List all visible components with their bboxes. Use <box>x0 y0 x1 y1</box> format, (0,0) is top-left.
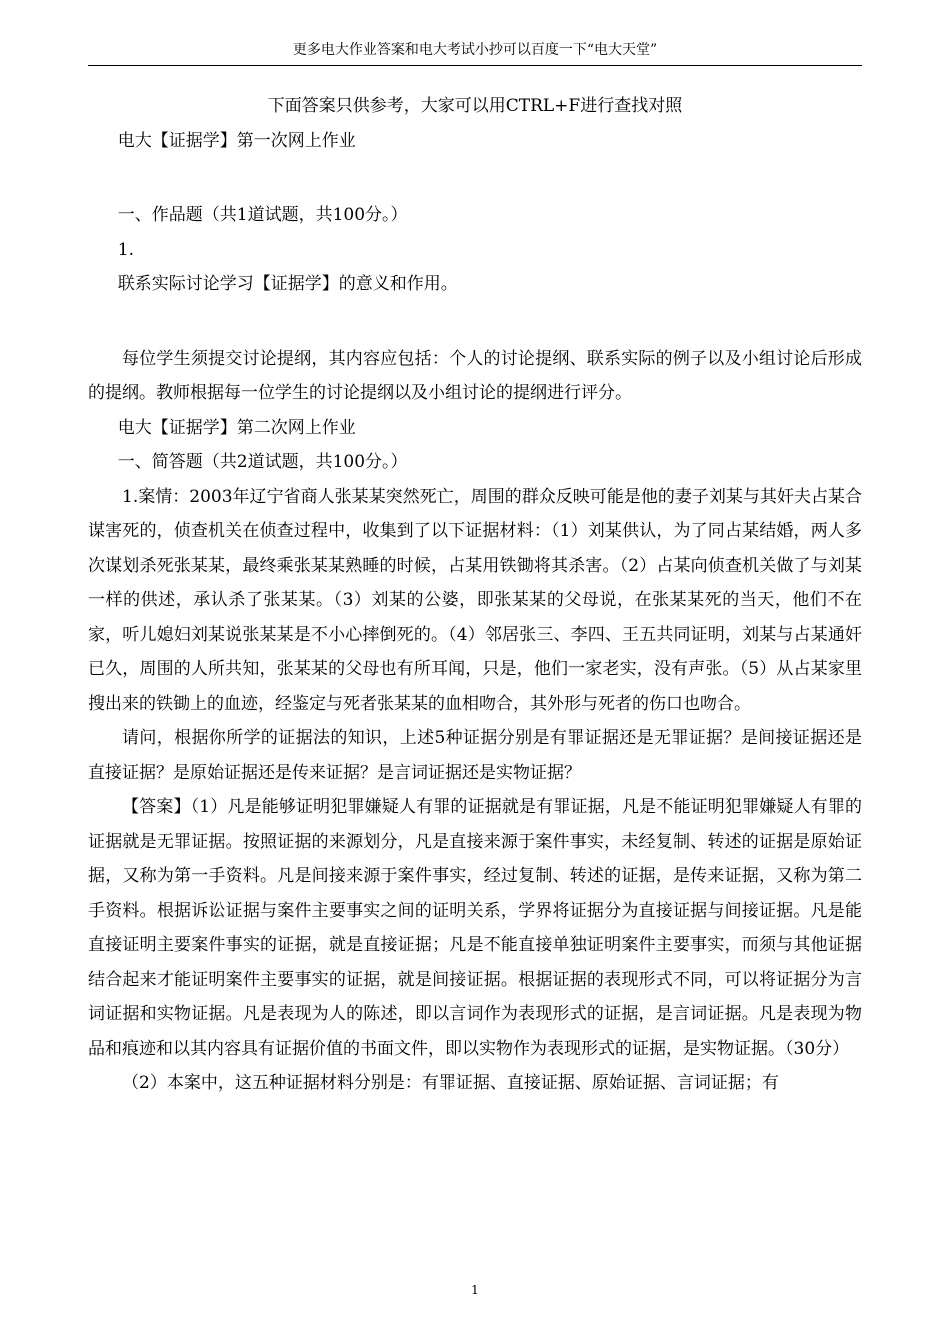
question-text-1: 联系实际讨论学习【证据学】的意义和作用。 <box>117 274 458 294</box>
assignment-title-1: 电大【证据学】第一次网上作业 <box>117 130 356 151</box>
case-question: 请问，根据你所学的证据法的知识，上述5种证据分别是有罪证据还是无罪证据？是间接证据还是直接证据？是原始证据还是传来证据？是言词证据还是实物证据？ <box>88 728 862 783</box>
answer-paragraph-1 <box>88 790 862 1066</box>
answer-label: 【答案】 <box>122 797 191 817</box>
case-description: 1.案情：2003年辽宁省商人张某某突然死亡，周围的群众反映可能是他的妻子刘某与其奸夫占某合谋害死的，侦查机关在侦查过程中，收集到了以下证据材料：（1）刘某供认，为了同占某结婚，两人多次谋划杀死张某某，最终乘张某某熟睡的时候，占某用铁锄将其杀害。（2）占某向侦查机关做了与刘某一样的供述，承认杀了张某某。（3）刘某的公婆，即张某某的父母说，在张某某死的当天，他们不在家，听儿媳妇刘某说张某某是不小心摔倒死的。（4）邻居张三、李四、王五共同证明，刘某与占某通奸已久，周围的人所共知，张某某的父母也有所耳闻，只是，他们一家老实，没有声张。（5）从占某家里搜出来的铁锄上的血迹，经鉴定与死者张某某的血相吻合，其外形与死者的伤口也吻合。 <box>88 486 862 714</box>
assignment-title-2: 电大【证据学】第二次网上作业 <box>117 417 356 438</box>
question-requirement: 每位学生须提交讨论提纲，其内容应包括：个人的讨论提纲、联系实际的例子以及小组讨论后形成的提纲。教师根据每一位学生的讨论提纲以及小组讨论的提纲进行评分。 <box>88 348 862 403</box>
page-header: 更多电大作业答案和电大考试小抄可以百度一下“电大天堂” <box>292 42 658 58</box>
intro-note: 下面答案只供参考，大家可以用CTRL+F进行查找对照 <box>267 96 683 116</box>
spacer <box>88 158 862 198</box>
document-body <box>88 89 862 1101</box>
section-heading-1: 一、作品题（共1道试题，共100分。） <box>117 205 408 225</box>
section-heading-2: 一、简答题（共2道试题，共100分。） <box>117 452 408 472</box>
spacer <box>88 302 862 342</box>
header-rule <box>88 65 862 66</box>
answer-text-1: （1）凡是能够证明犯罪嫌疑人有罪的证据就是有罪证据，凡是不能证明犯罪嫌疑人有罪的证据就是无罪证据。按照证据的来源划分，凡是直接来源于案件事实，未经复制、转述的证据是原始证据，又称为第一手资料。凡是间接来源于案件事实，经过复制、转述的证据，是传来证据，又称为第二手资料。根据诉讼证据与案件主要事实之间的证明关系，学界将证据分为直接证据与间接证据。凡是能直接证明主要案件事实的证据，就是直接证据；凡是不能直接单独证明案件主要事实，而须与其他证据结合起来才能证明案件主要事实的证据，就是间接证据。根据证据的表现形式不同，可以将证据分为言词证据和实物证据。凡是表现为人的陈述，即以言词作为表现形式的证据，是言词证据。凡是表现为物品和痕迹和以其内容具有证据价值的书面文件，即以实物作为表现形式的证据，是实物证据。（30分） <box>88 797 862 1059</box>
answer-paragraph-2: （2）本案中，这五种证据材料分别是：有罪证据、直接证据、原始证据、言词证据；有 <box>122 1073 779 1093</box>
question-number-1: 1. <box>117 239 134 260</box>
page-number: 1 <box>471 1283 479 1297</box>
